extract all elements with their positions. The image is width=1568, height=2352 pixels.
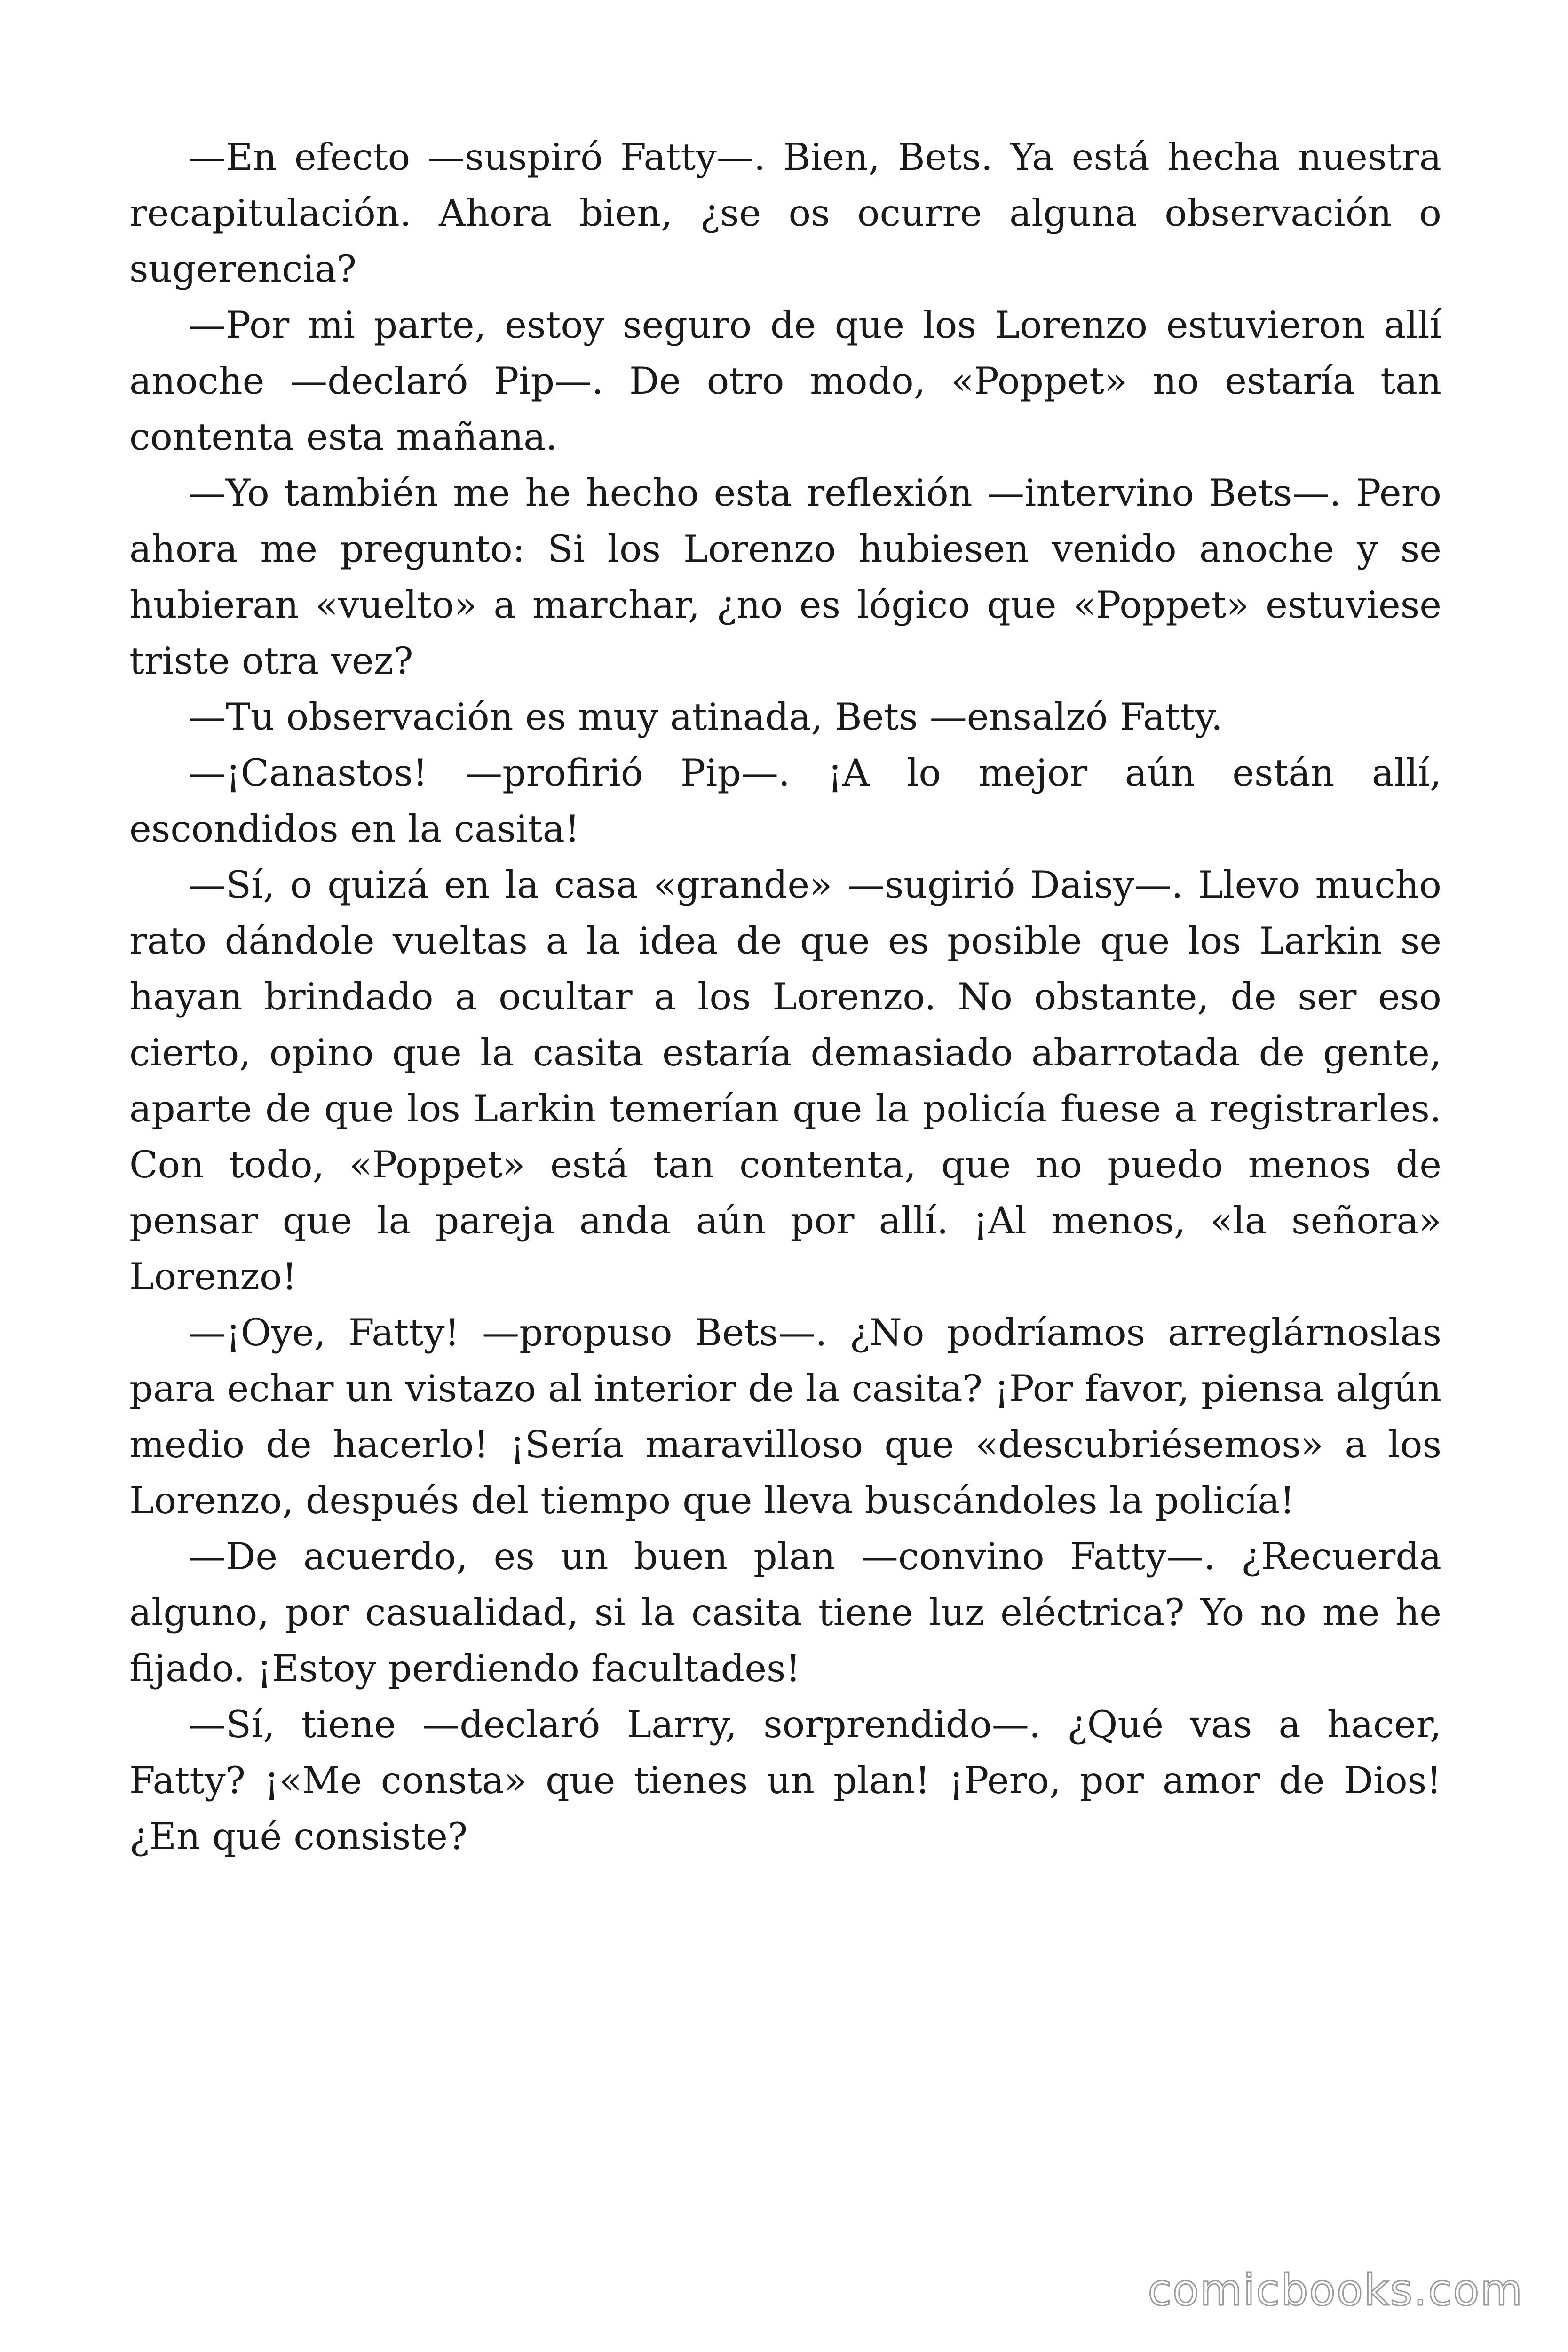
paragraph-4: —Tu observación es muy atinada, Bets —ensalzó Fatty. xyxy=(189,695,1223,739)
paragraph-1: —En efecto —suspiró Fatty—. Bien, Bets. Ya está hecha nuestra recapitulación. Ahora bien, ¿se os ocurre alguna observación o sugerencia? xyxy=(129,135,1441,291)
watermark: comicbooks.com xyxy=(1148,2265,1523,2315)
paragraph-3: —Yo también me he hecho esta reflexión —intervino Bets—. Pero ahora me pregunto: Si los Lorenzo hubiesen venido anoche y se hubieran «vuelto» a marchar, ¿no es lógico que «Poppet» estuviese triste otra vez? xyxy=(129,471,1441,683)
paragraph-5: —¡Canastos! —profirió Pip—. ¡A lo mejor aún están allí, escondidos en la casita! xyxy=(129,751,1441,850)
paragraph-8: —De acuerdo, es un buen plan —convino Fatty—. ¿Recuerda alguno, por casualidad, si la casita tiene luz eléctrica? Yo no me he fijado. ¡Estoy perdiendo facultades! xyxy=(129,1535,1441,1690)
body-text xyxy=(129,129,1441,1865)
paragraph-2: —Por mi parte, estoy seguro de que los Lorenzo estuvieron allí anoche —declaró Pip—. De otro modo, «Poppet» no estaría tan contenta esta mañana. xyxy=(129,303,1441,459)
paragraph-6: —Sí, o quizá en la casa «grande» —sugirió Daisy—. Llevo mucho rato dándole vueltas a la idea de que es posible que los Larkin se hayan brindado a ocultar a los Lorenzo. No obstante, de ser eso cierto, opino que la casita estaría demasiado abarrotada de gente, aparte de que los Larkin temerían que la policía fuese a registrarles. Con todo, «Poppet» está tan contenta, que no puedo menos de pensar que la pareja anda aún por allí. ¡Al menos, «la señora» Lorenzo! xyxy=(129,863,1441,1298)
paragraph-9: —Sí, tiene —declaró Larry, sorprendido—. ¿Qué vas a hacer, Fatty? ¡«Me consta» que tienes un plan! ¡Pero, por amor de Dios! ¿En qué consiste? xyxy=(129,1703,1441,1858)
paragraph-7: —¡Oye, Fatty! —propuso Bets—. ¿No podríamos arreglárnoslas para echar un vistazo al interior de la casita? ¡Por favor, piensa algún medio de hacerlo! ¡Sería maravilloso que «descubriésemos» a los Lorenzo, después del tiempo que lleva buscándoles la policía! xyxy=(129,1311,1441,1522)
